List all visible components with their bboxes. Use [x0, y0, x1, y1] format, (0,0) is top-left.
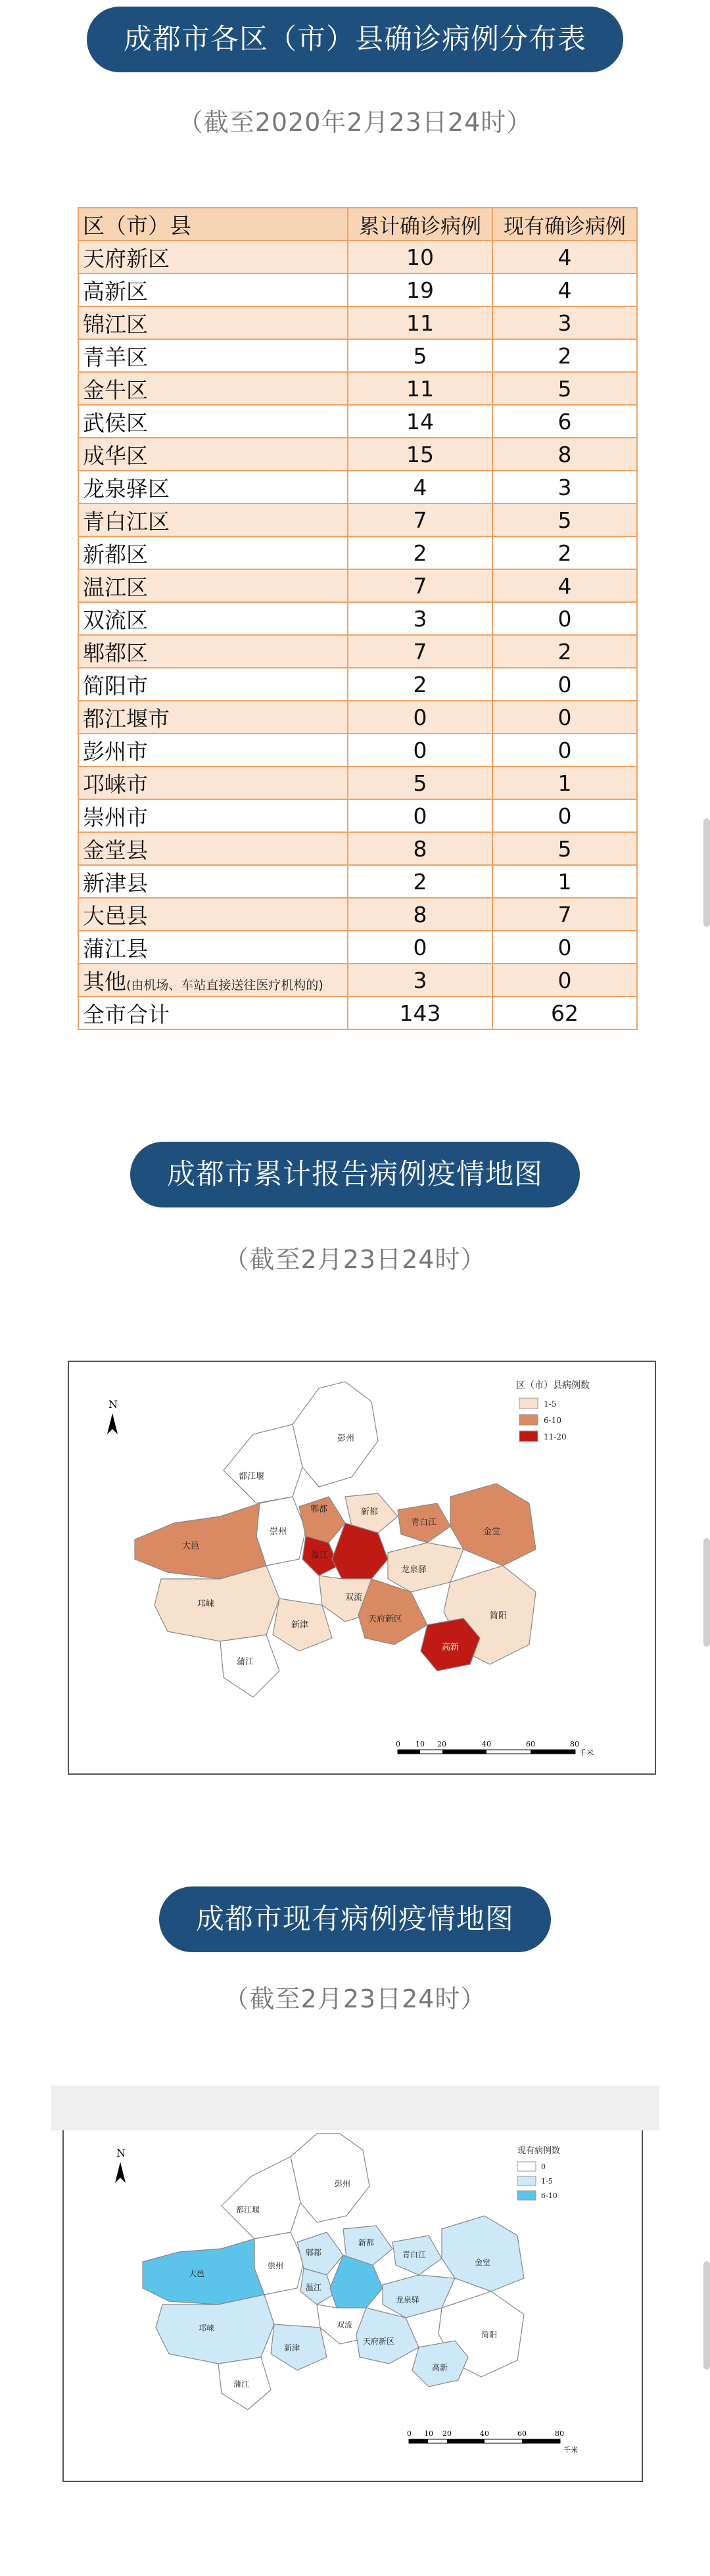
north-arrow-icon — [107, 1398, 118, 1434]
svg-text:80: 80 — [555, 2429, 564, 2438]
region-dayi — [135, 1503, 266, 1579]
region-pidu — [299, 1497, 345, 1543]
table-row — [78, 668, 637, 701]
label2-gaoxin: 高新 — [432, 2363, 448, 2372]
table-subtitle: （截至2020年2月23日24时） — [178, 108, 532, 137]
total-cases: 0 — [348, 931, 492, 964]
district-name: 成华区 — [78, 438, 348, 471]
svg-text:1-5: 1-5 — [541, 2177, 553, 2186]
table-row — [78, 602, 637, 635]
total-cases: 2 — [348, 668, 492, 701]
region-pengzhou — [293, 1382, 378, 1487]
svg-text:6-10: 6-10 — [541, 2191, 557, 2200]
case-table — [78, 207, 636, 1030]
svg-text:现有病例数: 现有病例数 — [517, 2146, 561, 2156]
table-row — [78, 734, 637, 766]
map1-subtitle: （截至2月23日24时） — [224, 1245, 486, 1274]
current-cases: 6 — [492, 405, 637, 438]
scroll-indicator-2[interactable] — [703, 1538, 710, 1647]
table-row — [78, 241, 637, 273]
table-row — [78, 898, 637, 931]
current-cases: 2 — [492, 536, 637, 569]
table-row-other — [78, 964, 637, 996]
table-row — [78, 438, 637, 471]
region2-dujiangyan — [222, 2157, 300, 2239]
current-cases: 4 — [492, 273, 637, 306]
scroll-indicator[interactable] — [703, 818, 710, 927]
label-longquanyi: 龙泉驿 — [401, 1565, 427, 1575]
other-note: (由机场、车站直接送往医疗机构的) — [126, 977, 323, 993]
svg-text:60: 60 — [526, 1740, 535, 1748]
table-row — [78, 766, 637, 799]
table-row — [78, 865, 637, 898]
district-name: 龙泉驿区 — [78, 471, 348, 503]
svg-text:40: 40 — [482, 1740, 491, 1748]
label2-xinjin: 新津 — [284, 2343, 300, 2353]
label-qingbaijiang: 青白江 — [411, 1518, 437, 1528]
total-cases: 4 — [348, 471, 492, 503]
current-cases: 7 — [492, 898, 637, 931]
label2-shuangliu: 双流 — [337, 2320, 353, 2330]
district-name: 高新区 — [78, 273, 348, 306]
label2-pujiang: 蒲江 — [233, 2379, 250, 2389]
map2-title: 成都市现有病例疫情地图 — [159, 1886, 551, 1952]
label-wenjiang: 温江 — [311, 1551, 329, 1560]
label2-pidu: 郫都 — [306, 2248, 322, 2257]
svg-text:6-10: 6-10 — [544, 1416, 561, 1425]
table-row — [78, 832, 637, 865]
district-name: 青羊区 — [78, 339, 348, 372]
region2-qionglai — [156, 2295, 274, 2364]
table-row — [78, 569, 637, 602]
total-cases: 14 — [348, 405, 492, 438]
district-name: 金牛区 — [78, 372, 348, 405]
label2-tianfu: 天府新区 — [363, 2337, 395, 2346]
current-cases: 3 — [492, 471, 637, 503]
total-cases: 2 — [348, 536, 492, 569]
total-label: 全市合计 — [78, 996, 348, 1029]
district-name: 天府新区 — [78, 241, 348, 273]
svg-text:60: 60 — [517, 2429, 527, 2438]
map2-top-bar — [51, 2086, 659, 2130]
total-cases: 5 — [348, 339, 492, 372]
district-name: 双流区 — [78, 602, 348, 635]
label2-jintang: 金堂 — [475, 2258, 491, 2267]
total-cases: 10 — [348, 241, 492, 273]
district-name: 郫都区 — [78, 635, 348, 668]
district-name: 新津县 — [78, 865, 348, 898]
total-cases: 0 — [348, 701, 492, 734]
district-name: 武侯区 — [78, 405, 348, 438]
label-tianfu: 天府新区 — [368, 1614, 403, 1624]
label2-wenjiang: 温江 — [306, 2283, 322, 2292]
svg-text:40: 40 — [480, 2429, 489, 2438]
current-cases: 0 — [492, 668, 637, 701]
total-cases: 7 — [348, 635, 492, 668]
table-row — [78, 635, 637, 668]
label-gaoxin: 高新 — [442, 1643, 460, 1652]
current-cases: 0 — [492, 931, 637, 964]
current-cases: 2 — [492, 635, 637, 668]
map1-legend — [516, 1380, 590, 1441]
svg-text:10: 10 — [424, 2429, 433, 2438]
current-cases: 5 — [492, 832, 637, 865]
table-row — [78, 503, 637, 536]
label2-longquanyi: 龙泉驿 — [396, 2295, 420, 2305]
label2-xindu: 新都 — [358, 2238, 375, 2247]
header-total: 累计确诊病例 — [348, 208, 492, 241]
label-jintang: 金堂 — [483, 1527, 501, 1537]
district-name: 大邑县 — [78, 898, 348, 931]
header-district: 区（市）县 — [78, 208, 348, 241]
total-cases: 7 — [348, 569, 492, 602]
district-name: 青白江区 — [78, 503, 348, 536]
svg-text:80: 80 — [570, 1740, 579, 1748]
district-name: 锦江区 — [78, 306, 348, 339]
label2-qingbaijiang: 青白江 — [402, 2250, 427, 2259]
current-cases: 62 — [492, 996, 637, 1029]
label-qionglai: 邛崃 — [197, 1599, 215, 1609]
header-current: 现有确诊病例 — [492, 208, 637, 241]
map2-subtitle: （截至2月23日24时） — [224, 1984, 486, 2013]
svg-text:11-20: 11-20 — [544, 1432, 567, 1441]
total-cases: 2 — [348, 865, 492, 898]
label2-qionglai: 邛崃 — [199, 2324, 215, 2333]
total-cases: 0 — [348, 734, 492, 766]
label2-jianyang: 简阳 — [481, 2330, 498, 2339]
svg-text:0: 0 — [396, 1740, 400, 1748]
label-dujiangyan: 都江堰 — [239, 1472, 265, 1482]
current-cases: 5 — [492, 503, 637, 536]
region-dujiangyan — [224, 1424, 302, 1503]
table-row — [78, 306, 637, 339]
north-arrow-icon-2 — [115, 2147, 126, 2183]
current-cases: 0 — [492, 734, 637, 766]
label-xindu: 新都 — [361, 1507, 379, 1517]
label-pujiang: 蒲江 — [237, 1657, 254, 1667]
svg-text:N: N — [108, 1398, 118, 1411]
table-row — [78, 372, 637, 405]
current-cases: 0 — [492, 799, 637, 832]
label-pengzhou: 彭州 — [337, 1434, 355, 1443]
map2-scale-bar — [407, 2429, 578, 2454]
total-cases: 19 — [348, 273, 492, 306]
current-cases: 0 — [492, 964, 637, 996]
map1-title: 成都市累计报告病例疫情地图 — [130, 1142, 580, 1207]
district-name: 彭州市 — [78, 734, 348, 766]
total-cases: 11 — [348, 306, 492, 339]
district-name: 都江堰市 — [78, 701, 348, 734]
district-name: 新都区 — [78, 536, 348, 569]
district-name: 金堂县 — [78, 832, 348, 865]
table-row — [78, 799, 637, 832]
label-dayi: 大邑 — [182, 1541, 200, 1551]
total-cases: 8 — [348, 832, 492, 865]
total-cases: 143 — [348, 996, 492, 1029]
label-chongzhou: 崇州 — [270, 1527, 287, 1537]
table-row — [78, 536, 637, 569]
total-cases: 3 — [348, 602, 492, 635]
label-shuangliu: 双流 — [345, 1593, 363, 1603]
table-row — [78, 339, 637, 372]
current-cases: 5 — [492, 372, 637, 405]
district-name: 温江区 — [78, 569, 348, 602]
svg-text:千米: 千米 — [563, 2446, 578, 2454]
cumulative-cases-map — [68, 1361, 656, 1775]
region2-pengzhou — [291, 2134, 369, 2222]
scroll-indicator-3[interactable] — [703, 2261, 710, 2370]
current-cases: 0 — [492, 701, 637, 734]
table-title: 成都市各区（市）县确诊病例分布表 — [87, 7, 623, 72]
district-name — [78, 964, 348, 996]
other-label: 其他 — [83, 968, 126, 995]
svg-text:N: N — [116, 2147, 126, 2159]
svg-text:千米: 千米 — [579, 1748, 594, 1757]
table-row-total — [78, 996, 637, 1029]
svg-text:区（市）县病例数: 区（市）县病例数 — [516, 1380, 590, 1391]
table-row — [78, 931, 637, 964]
label-jianyang: 简阳 — [490, 1611, 508, 1621]
total-cases: 3 — [348, 964, 492, 996]
total-cases: 5 — [348, 766, 492, 799]
total-cases: 7 — [348, 503, 492, 536]
svg-text:20: 20 — [442, 2429, 452, 2438]
map2-legend — [517, 2145, 560, 2200]
total-cases: 11 — [348, 372, 492, 405]
svg-text:1-5: 1-5 — [544, 1399, 557, 1409]
total-cases: 15 — [348, 438, 492, 471]
svg-text:20: 20 — [437, 1740, 446, 1748]
map1-scale-bar — [396, 1740, 594, 1757]
table-row — [78, 701, 637, 734]
current-cases: 4 — [492, 241, 637, 273]
current-cases: 8 — [492, 438, 637, 471]
current-cases-map — [62, 2130, 643, 2482]
label2-chongzhou: 崇州 — [268, 2261, 284, 2270]
svg-text:0: 0 — [541, 2163, 546, 2171]
current-cases: 2 — [492, 339, 637, 372]
label-pidu: 郫都 — [310, 1505, 328, 1514]
svg-text:0: 0 — [407, 2429, 412, 2438]
label2-dayi: 大邑 — [189, 2269, 205, 2278]
table-row — [78, 405, 637, 438]
total-cases: 8 — [348, 898, 492, 931]
district-name: 简阳市 — [78, 668, 348, 701]
label2-dujiangyan: 都江堰 — [236, 2205, 260, 2214]
table-row — [78, 471, 637, 503]
current-cases: 0 — [492, 602, 637, 635]
region-jintang — [450, 1484, 536, 1566]
table-row — [78, 273, 637, 306]
label2-pengzhou: 彭州 — [335, 2179, 351, 2188]
district-name: 崇州市 — [78, 799, 348, 832]
label-xinjin: 新津 — [291, 1620, 309, 1630]
current-cases: 1 — [492, 766, 637, 799]
district-name: 邛崃市 — [78, 766, 348, 799]
current-cases: 4 — [492, 569, 637, 602]
svg-text:10: 10 — [415, 1740, 425, 1748]
district-name: 蒲江县 — [78, 931, 348, 964]
current-cases: 3 — [492, 306, 637, 339]
total-cases: 0 — [348, 799, 492, 832]
current-cases: 1 — [492, 865, 637, 898]
